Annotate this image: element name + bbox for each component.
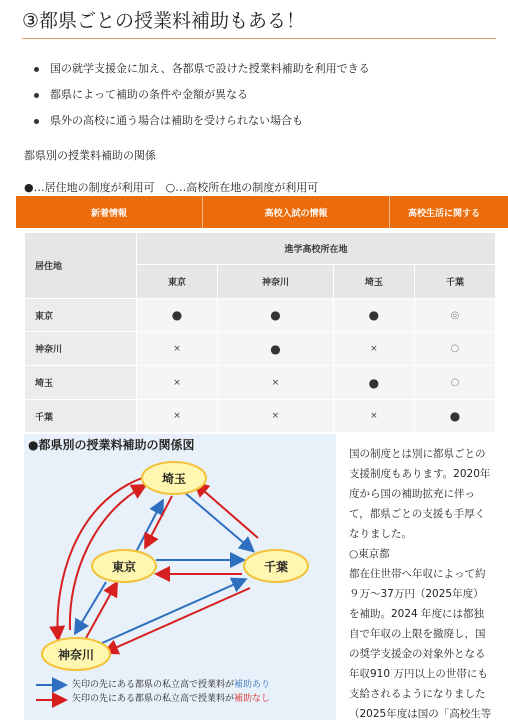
arrow-tokyo-saitama	[136, 502, 162, 552]
bullet-list	[22, 56, 502, 134]
row-label: 東京	[25, 299, 137, 332]
text-line: なりました。	[349, 528, 412, 540]
table-cell: ○	[450, 343, 460, 354]
column-header: 埼玉	[333, 265, 414, 299]
row-label: 埼玉	[25, 366, 137, 400]
text-line: を補助。2024 年度には都独	[349, 608, 485, 620]
diagram-title: ●都県別の授業料補助の関係図	[28, 438, 195, 452]
table-cell: ×	[370, 343, 378, 354]
arrow-saitama-chiba	[184, 492, 252, 550]
table-cell: ×	[271, 411, 280, 421]
table-legend: ●…居住地の制度が利用可 ○…高校所在地の制度が利用可	[24, 181, 319, 194]
table-cell: ●	[270, 308, 281, 322]
section-heading: ③都県ごとの授業料補助もある！	[22, 4, 496, 39]
side-paragraph	[349, 444, 508, 724]
table-row	[25, 366, 496, 400]
row-header-residence: 居住地	[25, 233, 137, 299]
node-label-chiba: 千葉	[263, 560, 289, 574]
column-header: 神奈川	[218, 265, 334, 299]
table-cell: ●	[368, 308, 380, 322]
text-line: 都在住世帯へ年収によって約	[349, 568, 486, 580]
table-cell: ●	[449, 409, 461, 423]
table-row	[25, 400, 496, 433]
nav-item-school-life[interactable]: 高校生活に関する	[408, 208, 481, 219]
text-line: 支給されるようになりました	[349, 688, 486, 700]
row-label: 神奈川	[25, 332, 137, 366]
subsidy-table	[24, 232, 496, 432]
node-label-kanagawa: 神奈川	[57, 648, 95, 662]
table-cell: ×	[370, 411, 378, 421]
legend-red-text: 矢印の先にある都県の私立高で授業料が	[72, 694, 235, 704]
column-header: 千葉	[414, 265, 495, 299]
table-cell: ●	[270, 341, 281, 356]
arrow-kanagawa-chiba	[100, 580, 244, 644]
table-cell: ●	[368, 375, 380, 390]
list-item: 都県によって補助の条件や金額が異なる	[22, 82, 502, 108]
legend-red-emphasis: 補助なし	[234, 694, 271, 704]
relationship-diagram	[24, 434, 336, 720]
table-cell: ○	[450, 377, 460, 388]
nav-bar	[16, 196, 508, 228]
arrow-saitama-tokyo	[146, 496, 172, 546]
table-cell: ◎	[450, 309, 460, 321]
text-line: て，都県ごとの支援も手厚く	[349, 508, 486, 520]
table-cell: ×	[173, 411, 181, 421]
list-item: 県外の高校に通う場合は補助を受けられない場合も	[22, 108, 502, 134]
table-caption: 都県別の授業料補助の関係	[24, 149, 156, 162]
table-row	[25, 299, 496, 332]
node-label-tokyo: 東京	[111, 560, 137, 574]
node-label-saitama: 埼玉	[161, 472, 187, 486]
group-header-school-location: 進学高校所在地	[137, 233, 496, 265]
column-header: 東京	[137, 265, 218, 299]
text-line: 度から国の補助拡充に伴っ	[349, 488, 475, 500]
row-label: 千葉	[25, 400, 137, 433]
nav-item-news[interactable]: 新着情報	[16, 196, 203, 228]
table-cell: ×	[271, 377, 280, 388]
arrow-tokyo-kanagawa	[76, 582, 106, 632]
arrow-chiba-kanagawa	[106, 588, 250, 652]
text-line: ９万～37万円（2025年度）	[349, 588, 484, 600]
table-row	[25, 332, 496, 366]
text-line: 年収910 万円以上の世帯にも	[349, 668, 488, 680]
nav-item-entrance-exam[interactable]: 高校入試の情報	[203, 196, 390, 228]
legend-blue-text: 矢印の先にある都県の私立高で授業料が	[72, 680, 235, 690]
diagram-legend	[72, 678, 270, 706]
table-cell: ●	[171, 308, 183, 322]
text-line: 支援制度もあります。2020年	[349, 468, 491, 480]
text-line: の奨学支援金の対象外となる	[349, 648, 486, 660]
text-line: ○東京都	[349, 548, 390, 560]
text-line: 自で年収の上限を撤廃し，国	[349, 628, 486, 640]
text-line: （2025年度は国の「高校生等	[349, 708, 492, 720]
list-item: 国の就学支援金に加え、各都県で設けた授業料補助を利用できる	[22, 56, 502, 82]
table-cell: ×	[173, 377, 181, 388]
text-line: 国の制度とは別に都県ごとの	[349, 448, 486, 460]
legend-blue-emphasis: 補助あり	[234, 680, 271, 690]
table-cell: ×	[173, 343, 181, 354]
